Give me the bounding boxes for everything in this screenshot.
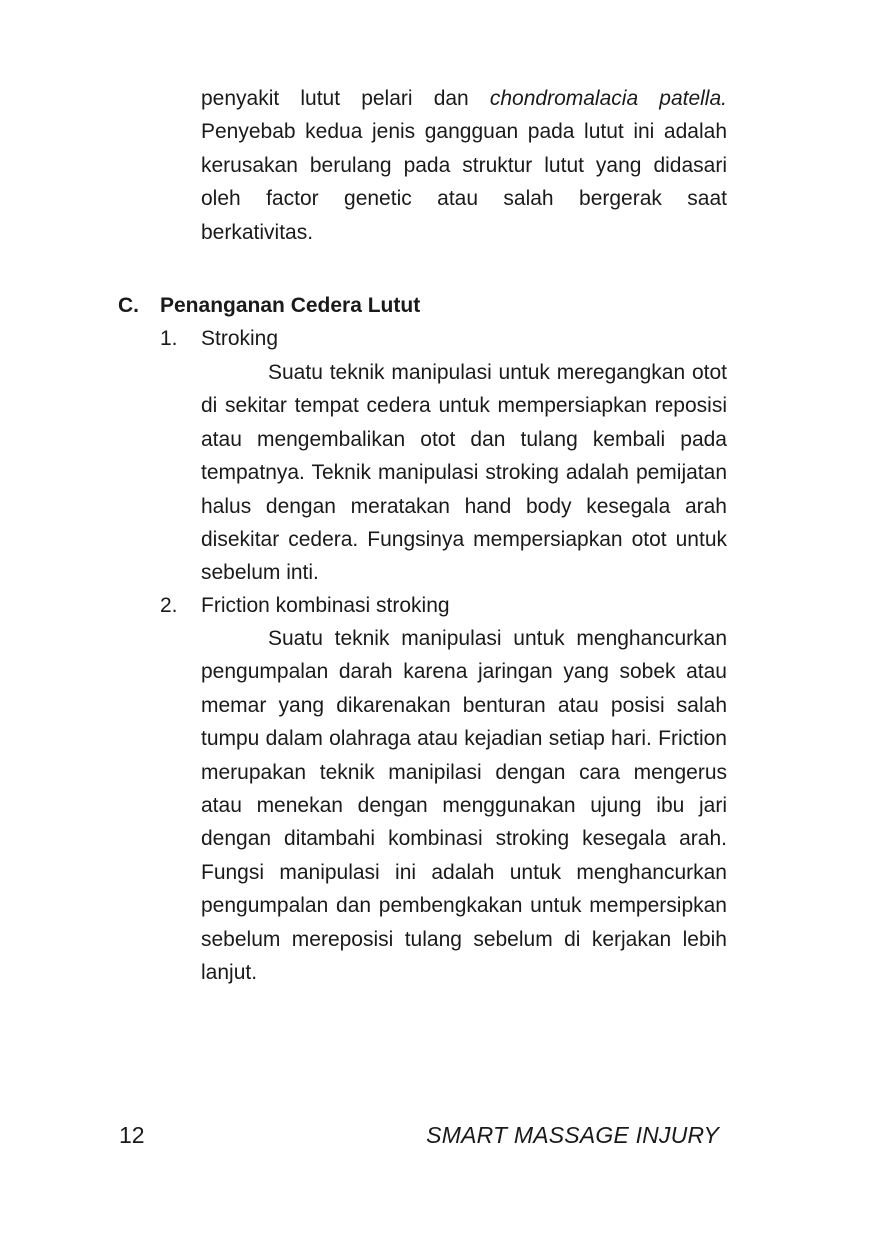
intro-text-after: Penyebab kedua jenis gangguan pada lutut ini adalah kerusakan berulang pada struktur lutut yang didasari oleh factor genetic atau salah bergerak saat berkativitas. <box>201 120 727 244</box>
list-item-heading <box>160 589 450 622</box>
list-item-title: Friction kombinasi stroking <box>201 594 450 617</box>
section-heading <box>118 289 420 322</box>
running-footer-title: SMART MASSAGE INJURY <box>426 1122 719 1148</box>
intro-text-before: penyakit lutut pelari dan <box>201 87 490 110</box>
section-title: Penanganan Cedera Lutut <box>160 294 421 317</box>
page-number: 12 <box>119 1122 145 1148</box>
intro-paragraph <box>201 82 727 249</box>
list-item-title: Stroking <box>201 327 279 350</box>
list-item-body: Suatu teknik manipulasi untuk menghancurkan pengumpalan darah karena jaringan yang sobek atau memar yang dikarenakan benturan atau posisi salah tumpu dalam olahraga atau kejadian setiap hari. Friction merupakan teknik manipilasi dengan cara mengerus atau menekan dengan menggunakan ujung ibu jari dengan ditambahi kombinasi stroking kesegala arah. Fungsi manipulasi ini adalah untuk menghancurkan pengumpalan dan pembengkakan untuk mempersipkan sebelum mereposisi tulang sebelum di kerjakan lebih lanjut. <box>201 627 727 985</box>
list-item-body: Suatu teknik manipulasi untuk meregangkan otot di sekitar tempat cedera untuk mempersiapkan reposisi atau mengembalikan otot dan tulang kembali pada tempatnya. Teknik manipulasi stroking adalah pemijatan halus dengan meratakan hand body kesegala arah disekitar cedera. Fungsinya mempersiapkan otot untuk sebelum inti. <box>201 361 727 585</box>
list-item-number: 1. <box>160 327 178 350</box>
list-item-number: 2. <box>160 594 178 617</box>
list-item-heading <box>160 322 278 355</box>
intro-italic-term: chondromalacia patella. <box>489 87 727 110</box>
section-letter: C. <box>118 294 139 317</box>
